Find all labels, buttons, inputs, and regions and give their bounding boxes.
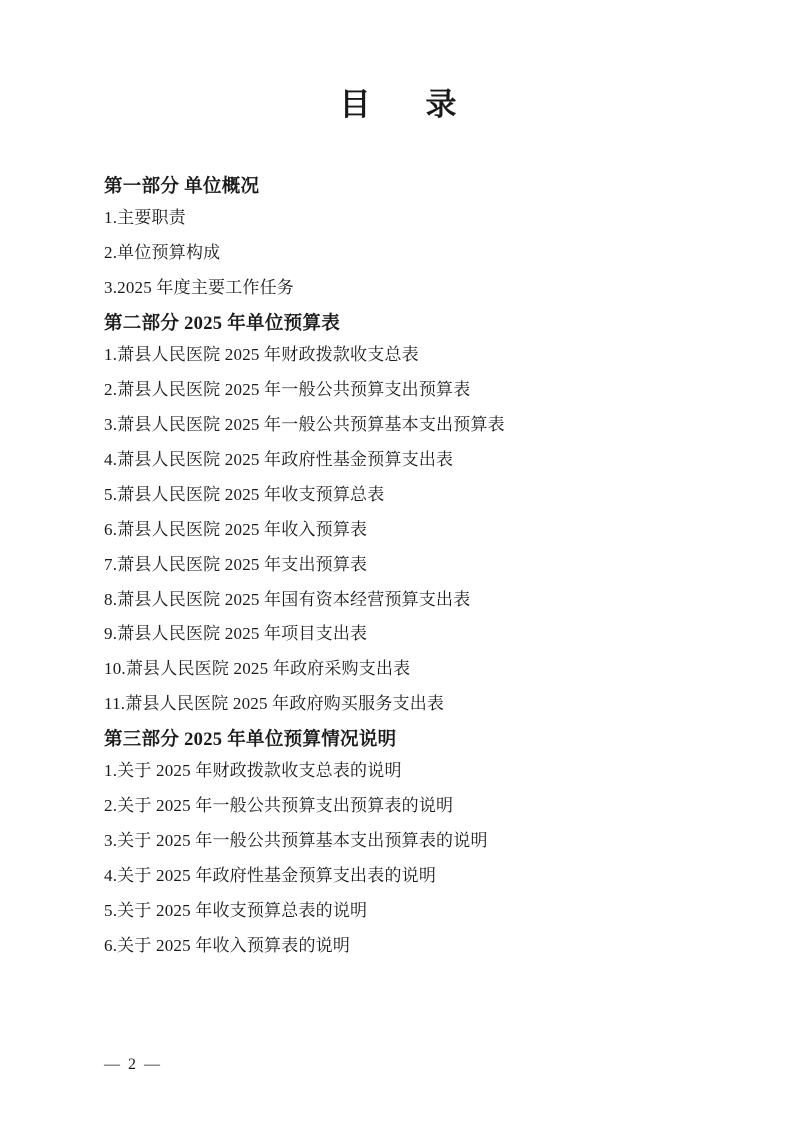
toc-entry[interactable]: 1.主要职责: [104, 208, 186, 228]
toc-entry[interactable]: 4.关于 2025 年政府性基金预算支出表的说明: [104, 866, 437, 886]
toc-entry[interactable]: 7.萧县人民医院 2025 年支出预算表: [104, 554, 368, 574]
table-of-contents: [104, 175, 704, 958]
toc-entry[interactable]: 3.2025 年度主要工作任务: [104, 278, 294, 298]
toc-section-heading[interactable]: 第三部分 2025 年单位预算情况说明: [104, 730, 397, 751]
toc-entry[interactable]: 10.萧县人民医院 2025 年政府采购支出表: [104, 659, 411, 679]
toc-entry[interactable]: 5.关于 2025 年收支预算总表的说明: [104, 900, 368, 920]
toc-entry[interactable]: 9.萧县人民医院 2025 年项目支出表: [104, 624, 368, 644]
toc-entry[interactable]: 2.萧县人民医院 2025 年一般公共预算支出预算表: [104, 379, 471, 399]
toc-entry[interactable]: 2.单位预算构成: [104, 243, 221, 263]
toc-entry[interactable]: 11.萧县人民医院 2025 年政府购买服务支出表: [104, 694, 445, 714]
page-title: 目 录: [339, 87, 469, 122]
toc-entry[interactable]: 6.关于 2025 年收入预算表的说明: [104, 935, 351, 955]
toc-entry[interactable]: 8.萧县人民医院 2025 年国有资本经营预算支出表: [104, 589, 471, 609]
page-number: — 2 —: [104, 1056, 162, 1073]
toc-entry[interactable]: 3.萧县人民医院 2025 年一般公共预算基本支出预算表: [104, 414, 505, 434]
page-content: [104, 0, 704, 970]
toc-entry[interactable]: 4.萧县人民医院 2025 年政府性基金预算支出表: [104, 449, 454, 469]
toc-entry[interactable]: 1.萧县人民医院 2025 年财政拨款收支总表: [104, 344, 419, 364]
toc-entry[interactable]: 3.关于 2025 年一般公共预算基本支出预算表的说明: [104, 831, 488, 851]
toc-entry[interactable]: 5.萧县人民医院 2025 年收支预算总表: [104, 484, 385, 504]
toc-entry[interactable]: 1.关于 2025 年财政拨款收支总表的说明: [104, 761, 402, 781]
toc-entry[interactable]: 6.萧县人民医院 2025 年收入预算表: [104, 519, 368, 539]
toc-entry[interactable]: 2.关于 2025 年一般公共预算支出预算表的说明: [104, 796, 454, 816]
toc-section-heading[interactable]: 第一部分 单位概况: [104, 177, 260, 198]
toc-section-heading[interactable]: 第二部分 2025 年单位预算表: [104, 313, 341, 334]
